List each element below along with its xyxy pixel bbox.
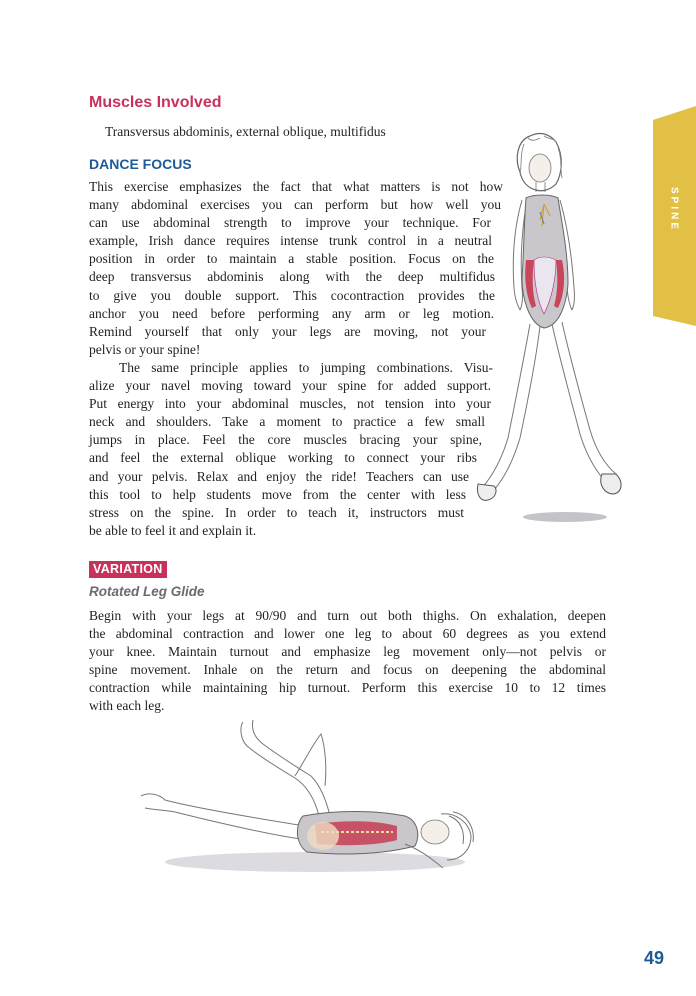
dance-focus-line: this tool to help students move from the center with less xyxy=(89,486,466,502)
dance-focus-line: pelvis or your spine! xyxy=(89,341,201,357)
dance-focus-heading: DANCE FOCUS xyxy=(89,156,192,172)
dance-focus-body xyxy=(89,178,503,540)
dance-focus-line: stress on the spine. In order to teach it, instructors must xyxy=(89,504,464,520)
dance-focus-line: position in order to maintain a stable position. Focus on the xyxy=(89,251,494,267)
dance-focus-line: many abdominal exercises you can perform but how well you xyxy=(89,197,501,213)
page-number: 49 xyxy=(643,948,664,968)
dance-focus-line: Put energy into your abdominal muscles, not tension into your xyxy=(89,396,491,412)
variation-title: Rotated Leg Glide xyxy=(89,584,205,599)
dance-focus-line: and feel the external oblique working to connect your ribs xyxy=(89,450,477,466)
dance-focus-line: deep transversus abdominis along with the deep multifidus xyxy=(89,269,495,285)
dance-focus-line: neck and shoulders. Take a moment to practice a few small xyxy=(89,414,485,430)
dance-focus-line: anchor you need before performing any arm or leg motion. xyxy=(89,305,494,321)
dance-focus-line: This exercise emphasizes the fact that what matters is not how xyxy=(89,179,503,194)
dance-focus-line: can use abdominal strength to improve your technique. For xyxy=(89,215,491,231)
variation-line: spine movement. Inhale on the return and focus on deepening the abdominal xyxy=(89,662,606,678)
variation-line: your knee. Maintain turnout and emphasize leg movement only—not pelvis or xyxy=(89,644,606,660)
variation-line: with each leg. xyxy=(89,698,165,714)
dance-focus-line: Remind yourself that only your legs are moving, not your xyxy=(89,323,486,339)
dance-focus-line: jumps in place. Feel the core muscles bracing your spine, xyxy=(89,432,482,448)
rotated-leg-glide-illustration xyxy=(135,716,485,892)
jumping-dancer-illustration xyxy=(470,128,630,528)
variation-badge: VARIATION xyxy=(89,561,167,578)
variation-line: contraction while maintaining hip turnout. Perform this exercise 10 to 12 times xyxy=(89,680,606,696)
muscles-involved-list: Transversus abdominis, external oblique, multifidus xyxy=(105,124,386,139)
dance-focus-line: alize your navel moving toward your spine for added support. xyxy=(89,378,491,394)
dance-focus-line: to give you double support. This cocontraction provides the xyxy=(89,287,495,303)
dance-focus-line: The same principle applies to jumping combinations. Visu- xyxy=(119,359,493,375)
dance-focus-line: example, Irish dance requires intense trunk control in a neutral xyxy=(89,233,492,249)
variation-line: Begin with your legs at 90/90 and turn out both thighs. On exhalation, deepen xyxy=(89,608,606,623)
variation-line: the abdominal contraction and lower one leg to about 60 degrees as you extend xyxy=(89,626,606,642)
variation-body xyxy=(89,607,606,716)
muscles-involved-heading: Muscles Involved xyxy=(89,94,222,111)
dance-focus-line: and your pelvis. Relax and enjoy the ride! Teachers can use xyxy=(89,468,469,484)
section-tab-label: SPINE xyxy=(668,187,680,233)
dance-focus-line: be able to feel it and explain it. xyxy=(89,522,257,538)
